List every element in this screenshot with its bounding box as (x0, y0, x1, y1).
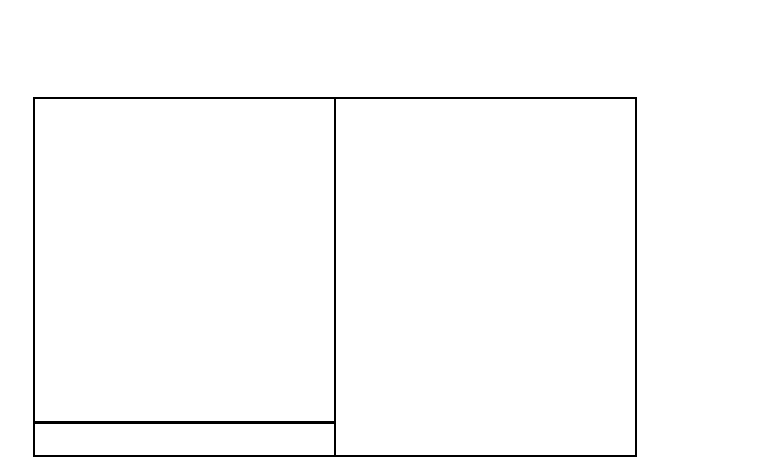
graph-caption (35, 421, 334, 427)
graph-panel (33, 97, 336, 457)
properties-text (336, 99, 635, 102)
intro-formula-line (33, 56, 773, 90)
properties-panel (334, 97, 637, 457)
hyperbola-plot (65, 118, 320, 385)
